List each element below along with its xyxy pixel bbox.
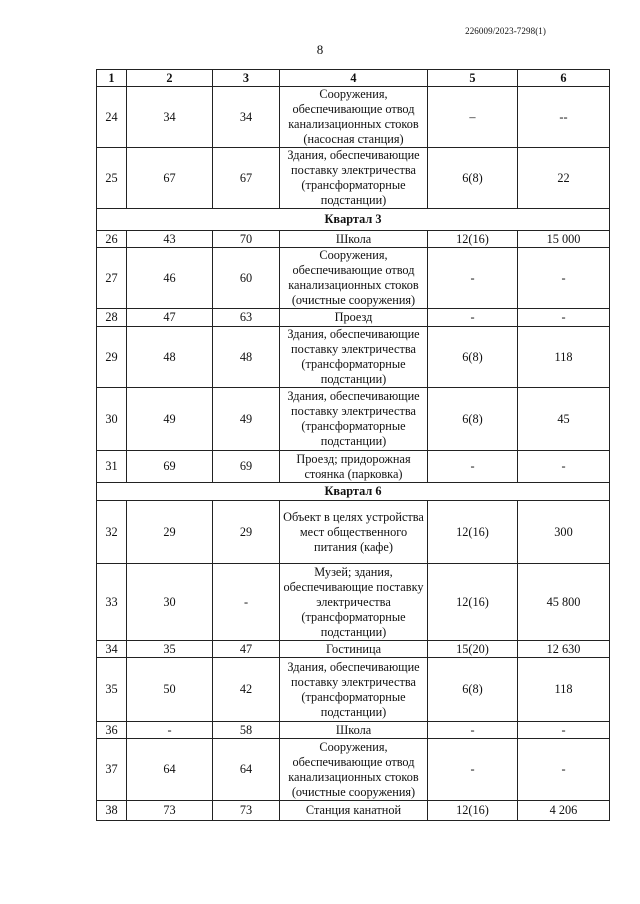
description-cell: Гостиница bbox=[280, 641, 428, 658]
col2-cell: 47 bbox=[127, 309, 213, 327]
col3-cell: 67 bbox=[213, 148, 280, 209]
col5-cell: 12(16) bbox=[428, 231, 518, 248]
col5-cell: – bbox=[428, 87, 518, 148]
col3-cell: - bbox=[213, 564, 280, 641]
section-title: Квартал 3 bbox=[97, 209, 610, 231]
col3-cell: 42 bbox=[213, 658, 280, 722]
col6-cell: 22 bbox=[518, 148, 610, 209]
col2-cell: 35 bbox=[127, 641, 213, 658]
col2-cell: 34 bbox=[127, 87, 213, 148]
table-row bbox=[97, 148, 610, 209]
col5-cell: 15(20) bbox=[428, 641, 518, 658]
col3-cell: 47 bbox=[213, 641, 280, 658]
page-number: 8 bbox=[316, 42, 324, 57]
table-row bbox=[97, 388, 610, 451]
col6-cell: - bbox=[518, 722, 610, 739]
col2-cell: - bbox=[127, 722, 213, 739]
header-cell: 1 bbox=[97, 70, 127, 87]
col5-cell: - bbox=[428, 739, 518, 801]
table-row bbox=[97, 451, 610, 483]
col5-cell: 12(16) bbox=[428, 564, 518, 641]
description-cell: Сооружения, обеспечивающие отвод канализационных стоков (насосная станция) bbox=[280, 87, 428, 148]
col2-cell: 69 bbox=[127, 451, 213, 483]
col6-cell: 45 bbox=[518, 388, 610, 451]
document-id: 226009/2023-7298(1) bbox=[465, 26, 546, 36]
description-cell: Сооружения, обеспечивающие отвод канализационных стоков (очистные сооружения) bbox=[280, 248, 428, 309]
description-cell: Здания, обеспечивающие поставку электричества (трансформаторные подстанции) bbox=[280, 658, 428, 722]
col2-cell: 46 bbox=[127, 248, 213, 309]
description-cell: Здания, обеспечивающие поставку электричества (трансформаторные подстанции) bbox=[280, 148, 428, 209]
col5-cell: 12(16) bbox=[428, 801, 518, 821]
col2-cell: 48 bbox=[127, 327, 213, 388]
row-number-cell: 29 bbox=[97, 327, 127, 388]
row-number-cell: 35 bbox=[97, 658, 127, 722]
col2-cell: 73 bbox=[127, 801, 213, 821]
table-row bbox=[97, 564, 610, 641]
col3-cell: 70 bbox=[213, 231, 280, 248]
col2-cell: 30 bbox=[127, 564, 213, 641]
col3-cell: 29 bbox=[213, 501, 280, 564]
col5-cell: 6(8) bbox=[428, 388, 518, 451]
col6-cell: -- bbox=[518, 87, 610, 148]
table-row bbox=[97, 248, 610, 309]
col5-cell: 12(16) bbox=[428, 501, 518, 564]
col2-cell: 64 bbox=[127, 739, 213, 801]
table-row bbox=[97, 327, 610, 388]
col3-cell: 73 bbox=[213, 801, 280, 821]
table-row bbox=[97, 87, 610, 148]
section-header-row bbox=[97, 483, 610, 501]
row-number-cell: 32 bbox=[97, 501, 127, 564]
col2-cell: 29 bbox=[127, 501, 213, 564]
col3-cell: 34 bbox=[213, 87, 280, 148]
header-cell: 5 bbox=[428, 70, 518, 87]
col3-cell: 64 bbox=[213, 739, 280, 801]
col3-cell: 60 bbox=[213, 248, 280, 309]
col6-cell: - bbox=[518, 248, 610, 309]
section-header-row bbox=[97, 209, 610, 231]
col6-cell: 15 000 bbox=[518, 231, 610, 248]
table-row bbox=[97, 641, 610, 658]
col5-cell: - bbox=[428, 248, 518, 309]
header-cell: 6 bbox=[518, 70, 610, 87]
col3-cell: 69 bbox=[213, 451, 280, 483]
col3-cell: 63 bbox=[213, 309, 280, 327]
col6-cell: - bbox=[518, 309, 610, 327]
col6-cell: 45 800 bbox=[518, 564, 610, 641]
col2-cell: 50 bbox=[127, 658, 213, 722]
col2-cell: 49 bbox=[127, 388, 213, 451]
description-cell: Проезд; придорожная стоянка (парковка) bbox=[280, 451, 428, 483]
row-number-cell: 24 bbox=[97, 87, 127, 148]
section-title: Квартал 6 bbox=[97, 483, 610, 501]
table-header-row bbox=[97, 70, 610, 87]
description-cell: Школа bbox=[280, 231, 428, 248]
col5-cell: - bbox=[428, 309, 518, 327]
row-number-cell: 30 bbox=[97, 388, 127, 451]
buildings-table bbox=[96, 69, 610, 821]
description-cell: Здания, обеспечивающие поставку электричества (трансформаторные подстанции) bbox=[280, 388, 428, 451]
table-row bbox=[97, 309, 610, 327]
description-cell: Станция канатной bbox=[280, 801, 428, 821]
col3-cell: 48 bbox=[213, 327, 280, 388]
description-cell: Объект в целях устройства мест общественного питания (кафе) bbox=[280, 501, 428, 564]
row-number-cell: 33 bbox=[97, 564, 127, 641]
table-row bbox=[97, 722, 610, 739]
col3-cell: 49 bbox=[213, 388, 280, 451]
row-number-cell: 25 bbox=[97, 148, 127, 209]
row-number-cell: 27 bbox=[97, 248, 127, 309]
table-row bbox=[97, 658, 610, 722]
col5-cell: - bbox=[428, 722, 518, 739]
col5-cell: 6(8) bbox=[428, 327, 518, 388]
table-row bbox=[97, 501, 610, 564]
header-cell: 2 bbox=[127, 70, 213, 87]
col6-cell: 12 630 bbox=[518, 641, 610, 658]
description-cell: Сооружения, обеспечивающие отвод канализационных стоков (очистные сооружения) bbox=[280, 739, 428, 801]
description-cell: Здания, обеспечивающие поставку электричества (трансформаторные подстанции) bbox=[280, 327, 428, 388]
row-number-cell: 38 bbox=[97, 801, 127, 821]
col2-cell: 43 bbox=[127, 231, 213, 248]
row-number-cell: 26 bbox=[97, 231, 127, 248]
col2-cell: 67 bbox=[127, 148, 213, 209]
header-cell: 3 bbox=[213, 70, 280, 87]
row-number-cell: 31 bbox=[97, 451, 127, 483]
col5-cell: - bbox=[428, 451, 518, 483]
col6-cell: 4 206 bbox=[518, 801, 610, 821]
col6-cell: - bbox=[518, 739, 610, 801]
row-number-cell: 28 bbox=[97, 309, 127, 327]
header-cell: 4 bbox=[280, 70, 428, 87]
col6-cell: 118 bbox=[518, 658, 610, 722]
table-body bbox=[97, 70, 610, 821]
col5-cell: 6(8) bbox=[428, 658, 518, 722]
table-row bbox=[97, 801, 610, 821]
col6-cell: 118 bbox=[518, 327, 610, 388]
row-number-cell: 37 bbox=[97, 739, 127, 801]
description-cell: Школа bbox=[280, 722, 428, 739]
col5-cell: 6(8) bbox=[428, 148, 518, 209]
row-number-cell: 34 bbox=[97, 641, 127, 658]
col6-cell: - bbox=[518, 451, 610, 483]
table-row bbox=[97, 231, 610, 248]
col6-cell: 300 bbox=[518, 501, 610, 564]
col3-cell: 58 bbox=[213, 722, 280, 739]
row-number-cell: 36 bbox=[97, 722, 127, 739]
description-cell: Проезд bbox=[280, 309, 428, 327]
table-row bbox=[97, 739, 610, 801]
description-cell: Музей; здания, обеспечивающие поставку электричества (трансформаторные подстанции) bbox=[280, 564, 428, 641]
